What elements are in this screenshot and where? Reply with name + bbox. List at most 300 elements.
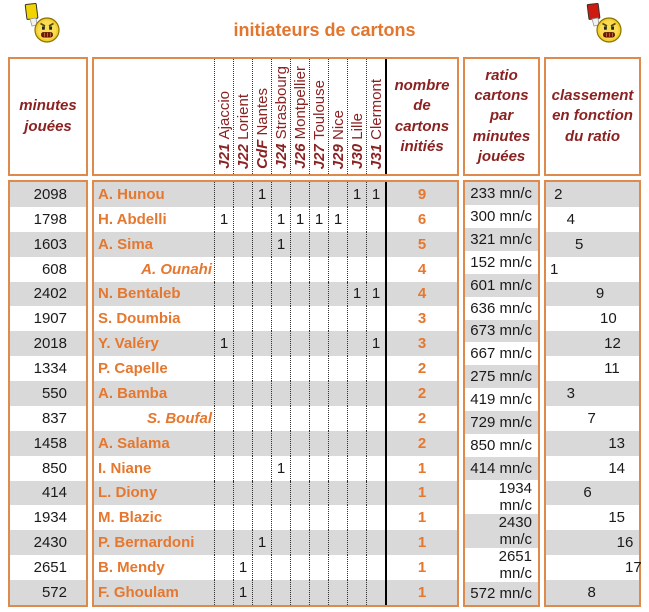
cartons-count: 1 — [385, 580, 457, 605]
matchday-mark — [347, 356, 366, 381]
classement-header-box — [544, 57, 641, 176]
minutes-column — [8, 57, 88, 607]
matchday-mark — [347, 580, 366, 605]
matchday-mark — [347, 456, 366, 481]
matchday-mark — [233, 331, 252, 356]
ratio-header-box — [463, 57, 540, 176]
matchday-mark — [366, 381, 385, 406]
minutes-value: 2098 — [33, 185, 67, 203]
matchday-mark — [328, 406, 347, 431]
minutes-value: 850 — [41, 459, 67, 477]
rank-value: 11 — [550, 360, 620, 378]
matchday-mark — [309, 356, 328, 381]
matchday-mark — [252, 580, 271, 605]
matchday-mark — [271, 431, 290, 456]
table-row — [546, 306, 639, 331]
table-row — [465, 251, 538, 274]
table-row — [10, 257, 86, 282]
ratio-column — [463, 57, 540, 607]
matchday-mark — [290, 580, 309, 605]
matchday-mark — [328, 456, 347, 481]
minutes-value: 2018 — [33, 335, 67, 353]
matchday-team: Toulouse — [310, 79, 328, 140]
table-row — [465, 182, 538, 205]
stats-table — [8, 57, 641, 607]
matchday-mark — [271, 282, 290, 307]
table-row — [465, 411, 538, 434]
player-name: I. Niane — [98, 459, 152, 477]
player-name: Y. Valéry — [98, 335, 159, 353]
cartons-count: 4 — [385, 257, 457, 282]
matchday-mark — [271, 306, 290, 331]
table-row — [546, 182, 639, 207]
matchday-mark — [252, 306, 271, 331]
matchday-mark — [233, 207, 252, 232]
table-row — [10, 381, 86, 406]
cartons-count: 2 — [385, 356, 457, 381]
ratio-value: 1934 mn/c — [498, 479, 532, 514]
matchday-mark — [328, 232, 347, 257]
matchday-mark — [290, 481, 309, 506]
table-row — [546, 431, 639, 456]
table-row — [10, 481, 86, 506]
minutes-value: 550 — [41, 384, 67, 402]
matchday-mark — [290, 257, 309, 282]
ratio-value: 572 mn/c — [470, 584, 532, 602]
table-row — [10, 207, 86, 232]
matchday-mark — [252, 257, 271, 282]
table-row — [546, 356, 639, 381]
matchday-team: Lille — [348, 113, 366, 140]
rank-value: 6 — [550, 484, 592, 502]
minutes-value: 1458 — [33, 434, 67, 452]
matchday-mark — [347, 381, 366, 406]
minutes-value: 414 — [41, 484, 67, 502]
matchday-header-cell — [347, 59, 366, 174]
matchday-label — [293, 66, 308, 169]
table-row — [94, 282, 457, 307]
table-row — [10, 530, 86, 555]
table-row — [10, 182, 86, 207]
table-row — [465, 274, 538, 297]
ratio-value: 419 mn/c — [470, 391, 532, 409]
table-row — [546, 580, 639, 605]
minutes-value: 1907 — [33, 310, 67, 328]
matchday-mark — [347, 555, 366, 580]
matchday-code: J29 — [329, 143, 347, 169]
matchday-header-cell — [252, 59, 271, 174]
table-row — [94, 331, 457, 356]
ratio-body-box — [463, 180, 540, 607]
matchday-mark — [309, 381, 328, 406]
ratio-value: 233 mn/c — [470, 184, 532, 202]
matchday-mark: 1 — [366, 182, 385, 207]
matchday-mark — [290, 331, 309, 356]
matchday-mark — [252, 207, 271, 232]
matchday-mark — [252, 356, 271, 381]
matchday-mark — [309, 306, 328, 331]
matchday-team: Ajaccio — [215, 91, 233, 140]
table-row — [465, 297, 538, 320]
matchday-label — [217, 91, 232, 169]
player-name: L. Diony — [98, 484, 158, 502]
matchday-mark — [328, 182, 347, 207]
table-row — [546, 331, 639, 356]
table-row — [10, 356, 86, 381]
matchday-mark — [252, 282, 271, 307]
matchday-mark — [271, 481, 290, 506]
matchday-mark: 1 — [347, 282, 366, 307]
matchday-mark — [347, 306, 366, 331]
matchday-mark — [347, 207, 366, 232]
matchday-mark — [328, 530, 347, 555]
minutes-value: 1934 — [33, 509, 67, 527]
matchday-mark — [290, 306, 309, 331]
table-row — [546, 456, 639, 481]
matchday-mark — [309, 282, 328, 307]
cartons-count: 4 — [385, 282, 457, 307]
cartons-header-label: nombre de cartons initiés — [394, 77, 450, 155]
matchday-mark — [366, 207, 385, 232]
matchday-label — [236, 94, 251, 169]
table-row — [94, 505, 457, 530]
player-name: A. Ounahi — [141, 260, 212, 278]
matchday-mark — [233, 282, 252, 307]
matchday-code: J22 — [234, 143, 252, 169]
matchday-header-cell — [290, 59, 309, 174]
table-row — [10, 555, 86, 580]
matchday-mark — [328, 505, 347, 530]
matchday-mark — [347, 431, 366, 456]
player-name: B. Mendy — [98, 559, 165, 577]
matchday-mark — [214, 530, 233, 555]
matchday-mark — [233, 306, 252, 331]
matchday-mark — [233, 406, 252, 431]
matchday-mark — [233, 481, 252, 506]
matchday-code: J21 — [215, 143, 233, 169]
matchday-mark — [233, 182, 252, 207]
matchday-header-cell — [366, 59, 385, 174]
minutes-value: 2402 — [33, 285, 67, 303]
matchday-label — [312, 80, 327, 169]
cartons-count: 3 — [385, 306, 457, 331]
rank-value: 16 — [550, 534, 634, 552]
classement-header-label: classement en fonction du ratio — [551, 87, 634, 145]
cartons-count: 9 — [385, 182, 457, 207]
table-row — [465, 582, 538, 605]
table-row — [465, 342, 538, 365]
matchday-mark — [214, 232, 233, 257]
minutes-value: 1334 — [33, 360, 67, 378]
table-row — [94, 306, 457, 331]
matchday-mark — [328, 257, 347, 282]
matchday-mark — [347, 481, 366, 506]
matchday-mark — [290, 505, 309, 530]
rank-value: 10 — [550, 310, 617, 328]
minutes-value: 1798 — [33, 210, 67, 228]
table-row — [94, 257, 457, 282]
matchday-mark — [366, 406, 385, 431]
matchday-code: J31 — [367, 143, 385, 169]
matchday-mark — [271, 406, 290, 431]
matchday-header-cell — [233, 59, 252, 174]
matchday-mark: 1 — [309, 207, 328, 232]
matchday-mark — [271, 555, 290, 580]
ratio-value: 601 mn/c — [470, 276, 532, 294]
table-row — [546, 232, 639, 257]
matchday-mark — [214, 356, 233, 381]
matchday-mark: 1 — [366, 282, 385, 307]
matchday-mark — [366, 232, 385, 257]
cartons-count: 1 — [385, 505, 457, 530]
matchday-mark — [271, 182, 290, 207]
table-row — [465, 457, 538, 480]
player-name: N. Bentaleb — [98, 285, 181, 303]
player-name: S. Boufal — [146, 409, 212, 427]
matchday-mark — [309, 232, 328, 257]
matchday-label — [369, 79, 384, 169]
ratio-value: 414 mn/c — [470, 460, 532, 478]
minutes-value: 837 — [41, 409, 67, 427]
cartons-header-cell — [385, 59, 457, 174]
table-row — [465, 480, 538, 514]
table-row — [94, 406, 457, 431]
table-row — [94, 381, 457, 406]
table-row — [10, 331, 86, 356]
matchday-mark: 1 — [233, 580, 252, 605]
matchday-mark — [309, 431, 328, 456]
matchday-mark — [309, 530, 328, 555]
matchday-mark — [214, 381, 233, 406]
rank-value: 3 — [550, 384, 576, 402]
player-name: S. Doumbia — [98, 310, 181, 328]
table-row — [465, 388, 538, 411]
table-row — [546, 282, 639, 307]
rank-value: 9 — [550, 285, 605, 303]
matchday-mark: 1 — [252, 530, 271, 555]
matchday-mark — [328, 356, 347, 381]
minutes-header-label: minutes jouées — [19, 97, 77, 135]
matchday-mark — [309, 481, 328, 506]
player-name: P. Bernardoni — [98, 534, 195, 552]
matchday-mark — [233, 356, 252, 381]
matchday-mark — [214, 182, 233, 207]
matchday-mark: 1 — [252, 182, 271, 207]
matchday-mark: 1 — [347, 182, 366, 207]
minutes-body-box — [8, 180, 88, 607]
minutes-value: 1603 — [33, 235, 67, 253]
matchday-mark — [309, 456, 328, 481]
table-row — [546, 381, 639, 406]
ratio-value: 673 mn/c — [470, 322, 532, 340]
table-row — [546, 257, 639, 282]
table-row — [94, 456, 457, 481]
cartons-count: 1 — [385, 481, 457, 506]
minutes-value: 2651 — [33, 559, 67, 577]
table-row — [94, 481, 457, 506]
matchday-label — [350, 113, 365, 169]
table-row — [546, 555, 642, 580]
matchday-mark — [252, 505, 271, 530]
matchday-code: J24 — [272, 143, 290, 169]
matchday-mark — [252, 456, 271, 481]
matchday-mark — [214, 431, 233, 456]
ratio-value: 275 mn/c — [470, 368, 532, 386]
ratio-header-label: ratio cartons par minutes jouées — [472, 66, 531, 165]
matchday-code: J26 — [291, 143, 309, 169]
matchday-mark — [271, 331, 290, 356]
ratio-value: 667 mn/c — [470, 345, 532, 363]
matchday-mark — [328, 331, 347, 356]
players-column — [92, 57, 459, 607]
matchday-header-cell — [309, 59, 328, 174]
cartons-count: 1 — [385, 530, 457, 555]
matchday-mark — [214, 481, 233, 506]
matchday-mark — [252, 431, 271, 456]
matchday-mark — [366, 257, 385, 282]
matchday-mark — [290, 182, 309, 207]
matchday-mark — [309, 331, 328, 356]
rank-value: 17 — [550, 559, 642, 577]
matchday-mark — [252, 406, 271, 431]
ratio-value: 850 mn/c — [470, 437, 532, 455]
matchday-mark — [309, 555, 328, 580]
matchday-mark — [328, 306, 347, 331]
table-row — [465, 320, 538, 343]
matchday-mark — [290, 530, 309, 555]
table-row — [10, 505, 86, 530]
table-row — [94, 207, 457, 232]
matchday-mark — [309, 182, 328, 207]
rank-value: 15 — [550, 509, 626, 527]
table-row — [10, 282, 86, 307]
player-name: A. Sima — [98, 235, 154, 253]
classement-body-box — [544, 180, 641, 607]
matchday-mark — [290, 456, 309, 481]
player-name: M. Blazic — [98, 509, 163, 527]
cartons-count: 2 — [385, 381, 457, 406]
matchday-mark — [290, 282, 309, 307]
minutes-value: 572 — [41, 583, 67, 601]
matchday-mark — [233, 530, 252, 555]
page-header — [0, 0, 649, 57]
matchday-team: Strasbourg — [272, 66, 290, 140]
cartons-count: 6 — [385, 207, 457, 232]
rank-value: 5 — [550, 235, 584, 253]
matchday-mark — [366, 530, 385, 555]
rank-value: 4 — [550, 210, 576, 228]
matchday-mark: 1 — [290, 207, 309, 232]
matchday-mark — [290, 381, 309, 406]
cartons-count: 3 — [385, 331, 457, 356]
matchday-team: Montpellier — [291, 66, 309, 140]
matchday-code: J30 — [348, 143, 366, 169]
matchday-mark — [328, 481, 347, 506]
matchday-mark — [347, 331, 366, 356]
matchday-mark — [366, 356, 385, 381]
matchday-mark — [252, 481, 271, 506]
rank-value: 14 — [550, 459, 626, 477]
matchday-mark — [271, 381, 290, 406]
matchday-mark — [214, 257, 233, 282]
matchday-header-cell — [328, 59, 347, 174]
table-row — [465, 548, 538, 582]
matchday-mark: 1 — [214, 207, 233, 232]
matchday-header-strip — [214, 59, 385, 174]
matchday-mark — [290, 356, 309, 381]
matchday-mark — [214, 456, 233, 481]
table-row — [546, 207, 639, 232]
rank-value: 2 — [550, 185, 563, 203]
ratio-value: 321 mn/c — [470, 230, 532, 248]
matchday-header-cell — [214, 59, 233, 174]
matchday-mark — [366, 456, 385, 481]
matchday-mark — [233, 431, 252, 456]
ratio-value: 152 mn/c — [470, 253, 532, 271]
table-row — [546, 530, 639, 555]
matchday-mark — [214, 282, 233, 307]
table-row — [10, 580, 86, 605]
table-row — [94, 555, 457, 580]
matchday-mark — [271, 505, 290, 530]
matchday-mark — [233, 232, 252, 257]
matchday-mark — [290, 431, 309, 456]
table-row — [94, 232, 457, 257]
matchday-mark — [271, 257, 290, 282]
matchday-mark — [233, 456, 252, 481]
matchday-mark — [290, 555, 309, 580]
page-title: initiateurs de cartons — [233, 20, 416, 40]
matchday-mark — [328, 431, 347, 456]
ratio-value: 729 mn/c — [470, 414, 532, 432]
matchday-mark — [366, 481, 385, 506]
table-row — [465, 228, 538, 251]
player-name: A. Bamba — [98, 384, 168, 402]
matchday-header-cell — [271, 59, 290, 174]
cartons-count: 5 — [385, 232, 457, 257]
table-row — [10, 431, 86, 456]
minutes-value: 2430 — [33, 534, 67, 552]
matchday-mark — [309, 257, 328, 282]
rank-value: 13 — [550, 434, 626, 452]
matchday-mark — [271, 530, 290, 555]
table-row — [94, 580, 457, 605]
table-row — [546, 406, 639, 431]
ratio-value: 2430 mn/c — [498, 513, 532, 548]
matchday-mark — [214, 306, 233, 331]
matchday-team: Lorient — [234, 93, 252, 140]
table-row — [10, 232, 86, 257]
matchday-mark — [366, 580, 385, 605]
matchday-mark: 1 — [271, 232, 290, 257]
players-body-box — [92, 180, 459, 607]
matchday-mark — [290, 232, 309, 257]
matchday-mark — [252, 331, 271, 356]
table-row — [546, 505, 639, 530]
matchday-mark — [328, 555, 347, 580]
matchday-mark: 1 — [214, 331, 233, 356]
matchday-mark — [328, 580, 347, 605]
matchday-mark: 1 — [271, 207, 290, 232]
cartons-count: 1 — [385, 456, 457, 481]
cartons-count: 2 — [385, 406, 457, 431]
matchday-mark — [366, 306, 385, 331]
matchday-team: Nantes — [253, 88, 271, 136]
matchday-mark — [252, 381, 271, 406]
table-row — [465, 205, 538, 228]
matchday-mark — [233, 505, 252, 530]
matchday-mark — [309, 505, 328, 530]
